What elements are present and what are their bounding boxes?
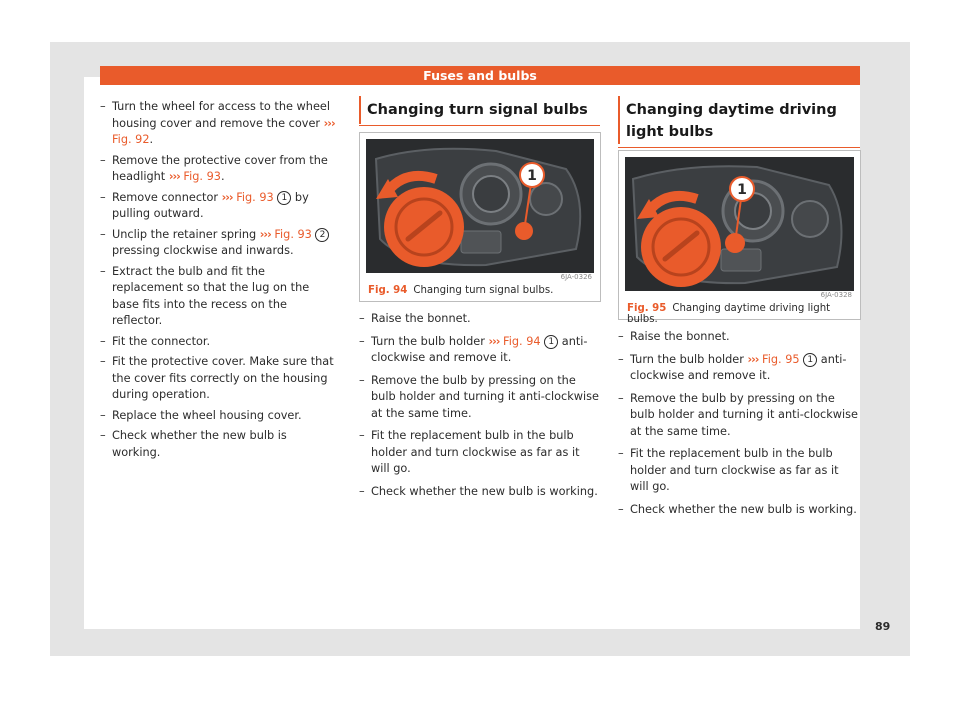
svg-text:1: 1 bbox=[737, 182, 747, 198]
step-text: Check whether the new bulb is working. bbox=[371, 484, 598, 498]
step-tail: anti-clockwise and remove it. bbox=[630, 352, 847, 382]
arrow-icon: ››› bbox=[168, 170, 180, 183]
arrow-icon: ››› bbox=[221, 190, 233, 204]
list-item bbox=[359, 311, 601, 328]
fig-link[interactable] bbox=[747, 353, 799, 366]
figure-94 bbox=[359, 132, 601, 302]
step-tail: by pulling outward. bbox=[112, 190, 309, 220]
arrow-icon: ››› bbox=[323, 116, 335, 130]
arrow-icon: ››› bbox=[488, 334, 500, 348]
title-marker bbox=[359, 96, 361, 124]
list-item bbox=[100, 190, 338, 223]
step-text: Extract the bulb and fit the replacement so that the lug on the base fits into the recess on the reflector. bbox=[112, 264, 310, 327]
step-text: Fit the replacement bulb in the bulb holder and turn clockwise as far as it will go. bbox=[371, 429, 580, 475]
step-text: Remove the bulb by pressing on the bulb holder and turning it anti-clockwise at the same time. bbox=[630, 391, 859, 438]
step-text: Check whether the new bulb is working. bbox=[112, 429, 287, 459]
figure-label: Fig. 94 bbox=[368, 285, 408, 296]
title-marker bbox=[618, 96, 620, 144]
list-item bbox=[100, 334, 338, 351]
fig-ref: Fig. 95 bbox=[762, 352, 800, 366]
middle-steps-list bbox=[359, 311, 601, 500]
step-text: Turn the wheel for access to the wheel housing cover and remove the cover bbox=[112, 100, 330, 130]
fig-link[interactable] bbox=[222, 191, 274, 204]
headlight-illustration bbox=[366, 139, 594, 273]
figure-code: 6JA-0328 bbox=[820, 291, 852, 299]
step-text: Unclip the retainer spring bbox=[112, 227, 257, 241]
fig-link[interactable] bbox=[169, 170, 221, 183]
section-header: Fuses and bulbs bbox=[100, 66, 860, 85]
callout-number: 1 bbox=[803, 353, 817, 367]
list-item bbox=[100, 99, 338, 149]
caption-text: Changing daytime driving light bulbs. bbox=[627, 303, 831, 325]
arrow-icon: ››› bbox=[747, 352, 759, 366]
step-tail: anti-clockwise and remove it. bbox=[371, 334, 588, 364]
list-item bbox=[359, 428, 601, 478]
figure-code: 6JA-0326 bbox=[560, 273, 592, 281]
list-item bbox=[100, 227, 338, 260]
step-text: Turn the bulb holder bbox=[630, 352, 744, 366]
left-column bbox=[100, 99, 338, 465]
list-item bbox=[618, 502, 860, 519]
step-text: Turn the bulb holder bbox=[371, 334, 485, 348]
left-steps-list bbox=[100, 99, 338, 461]
fig-ref: Fig. 93 bbox=[183, 170, 221, 183]
headlight-illustration bbox=[625, 157, 854, 291]
step-text: Fit the connector. bbox=[112, 334, 211, 348]
list-item bbox=[100, 264, 338, 330]
callout-number: 2 bbox=[315, 228, 329, 242]
step-text: Remove the protective cover from the headlight bbox=[112, 153, 328, 183]
section-title: Changing turn signal bulbs bbox=[359, 99, 600, 126]
fig-link[interactable] bbox=[488, 335, 540, 348]
arrow-icon: ››› bbox=[259, 227, 271, 241]
step-text: Remove connector bbox=[112, 190, 219, 204]
step-text: Replace the wheel housing cover. bbox=[112, 408, 302, 422]
step-text: Remove the bulb by pressing on the bulb holder and turning it anti-clockwise at the same time. bbox=[371, 373, 600, 420]
right-steps-list bbox=[618, 329, 860, 518]
headlight-image bbox=[366, 139, 594, 273]
svg-text:1: 1 bbox=[527, 168, 537, 184]
headlight-image bbox=[625, 157, 854, 291]
step-tail: pressing clockwise and inwards. bbox=[112, 244, 294, 257]
callout-number: 1 bbox=[277, 191, 291, 205]
fig-ref: Fig. 93 bbox=[236, 190, 274, 204]
list-item bbox=[100, 153, 338, 186]
step-text: Raise the bonnet. bbox=[371, 312, 471, 325]
step-tail: . bbox=[220, 170, 225, 183]
list-item bbox=[359, 373, 601, 423]
fig-link[interactable] bbox=[260, 228, 312, 241]
fig-ref: Fig. 93 bbox=[274, 227, 312, 241]
step-text: Check whether the new bulb is working. bbox=[630, 502, 857, 516]
figure-caption bbox=[368, 285, 553, 296]
list-item bbox=[618, 446, 860, 496]
list-item bbox=[618, 391, 860, 441]
list-item bbox=[359, 334, 601, 367]
list-item bbox=[618, 329, 860, 346]
list-item bbox=[618, 352, 860, 385]
list-item bbox=[359, 484, 601, 501]
figure-95 bbox=[618, 150, 861, 325]
figure-caption bbox=[627, 303, 860, 325]
step-text: Fit the protective cover. Make sure that the cover fits correctly on the housing during operation. bbox=[112, 355, 334, 401]
fig-ref: Fig. 92 bbox=[112, 133, 150, 146]
step-text: Fit the replacement bulb in the bulb holder and turn clockwise as far as it will go. bbox=[630, 447, 839, 493]
fig-ref: Fig. 94 bbox=[503, 334, 541, 348]
figure-label: Fig. 95 bbox=[627, 303, 667, 314]
right-column bbox=[618, 329, 860, 522]
caption-text: Changing turn signal bulbs. bbox=[413, 285, 554, 296]
step-text: Raise the bonnet. bbox=[630, 330, 730, 343]
list-item bbox=[100, 428, 338, 461]
middle-column bbox=[359, 311, 601, 504]
list-item bbox=[100, 354, 338, 404]
section-title: Changing daytime driving light bulbs bbox=[618, 99, 860, 148]
list-item bbox=[100, 408, 338, 425]
callout-number: 1 bbox=[544, 335, 558, 349]
step-tail: . bbox=[149, 133, 154, 146]
page-number: 89 bbox=[875, 620, 891, 633]
